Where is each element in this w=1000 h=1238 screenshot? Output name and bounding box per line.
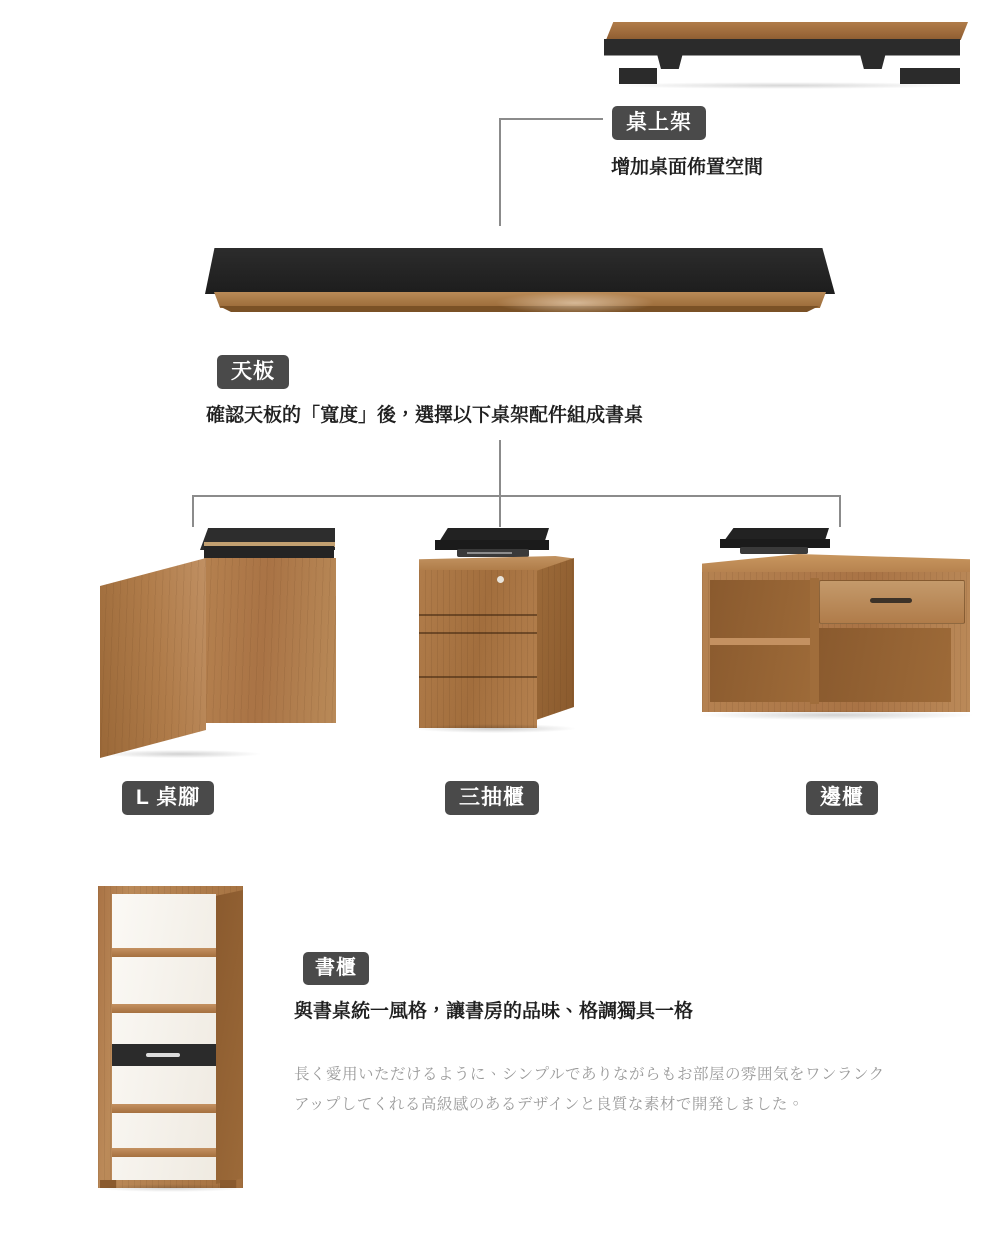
- side-cabinet-open-shelf-right: [819, 628, 951, 702]
- board-label-chip: 天板: [217, 355, 289, 389]
- drawer-seam-3: [419, 676, 537, 678]
- l-leg-label-chip-wrap: [122, 781, 214, 815]
- side-cabinet-shelf-board: [710, 638, 810, 645]
- shelf-caption: 增加桌面佈置空間: [611, 157, 764, 178]
- bookshelf-shelf-4: [112, 1148, 216, 1157]
- board-caption: 確認天板的「寬度」後，選擇以下桌架配件組成書桌: [206, 405, 644, 426]
- bookshelf-shelf-2: [112, 1004, 216, 1013]
- board-top-surface: [205, 248, 835, 294]
- bookshelf-label-chip-wrap: [303, 952, 369, 985]
- bookshelf-back-panel: [112, 894, 216, 1180]
- bookshelf-shelf-1: [112, 948, 216, 957]
- desk-top-board-illustration: [205, 248, 835, 320]
- bookshelf-drawer-band: [112, 1044, 216, 1066]
- bookshelf-illustration: [98, 886, 243, 1188]
- connector-shelf-horizontal: [499, 118, 603, 120]
- drawer-cabinet-shadow: [415, 724, 575, 733]
- drawer-seam-1: [419, 614, 537, 616]
- l-leg-right-grain: [204, 558, 336, 723]
- l-leg-right-panel: [204, 558, 336, 723]
- drawers-label-chip-wrap: [445, 781, 539, 815]
- connector-tree-stem: [499, 440, 501, 496]
- side-cabinet-bracket: [740, 547, 808, 554]
- drawer-lock-icon: [497, 576, 504, 583]
- l-leg-left-panel: [100, 558, 206, 758]
- desk-top-shelf-illustration: [600, 22, 968, 90]
- l-leg-label-chip: L 桌腳: [122, 781, 214, 815]
- side-cabinet-illustration: [700, 528, 972, 733]
- shelf-top-surface: [606, 22, 968, 40]
- shelf-shadow: [610, 82, 960, 89]
- board-label-chip-wrap: [217, 355, 289, 389]
- bookshelf-caption: 與書桌統一風格，讓書房的品味、格調獨具一格: [294, 1001, 694, 1022]
- shelf-label-chip: 桌上架: [612, 106, 706, 140]
- board-highlight: [495, 292, 655, 314]
- connector-shelf-vertical: [499, 118, 501, 226]
- bookshelf-label-chip: 書櫃: [303, 952, 369, 985]
- connector-tree-branch-center: [499, 495, 501, 527]
- shelf-body: [604, 39, 960, 69]
- drawer-cabinet-front-grain: [419, 570, 537, 728]
- connector-tree-bar: [192, 495, 840, 497]
- side-cabinet-drawer-handle: [870, 598, 912, 603]
- bookshelf-shelf-3: [112, 1104, 216, 1113]
- l-leg-illustration: [100, 528, 260, 743]
- drawer-cabinet-bracket: [457, 549, 529, 557]
- bookshelf-body-text: 長く愛用いただけるように、シンプルでありながらもお部屋の雰囲気をワンランクアップしてくれる高級感のあるデザインと良質な素材で開発しました。: [294, 1066, 885, 1114]
- sidecab-label-chip-wrap: [806, 781, 878, 815]
- shelf-label-chip-wrap: [612, 106, 706, 140]
- drawer-cabinet-side-panel: [536, 558, 574, 720]
- drawer-seam-2: [419, 632, 537, 634]
- l-leg-left-grain: [100, 558, 206, 758]
- bookshelf-side-panel: [216, 890, 243, 1184]
- bookshelf-shadow: [98, 1184, 243, 1192]
- side-cabinet-shadow: [700, 710, 972, 720]
- drawer-cabinet-front: [419, 570, 537, 728]
- side-cabinet-divider: [810, 578, 819, 704]
- sidecab-label-chip: 邊櫃: [806, 781, 878, 815]
- three-drawer-cabinet-illustration: [415, 528, 575, 728]
- drawer-cabinet-side-grain: [536, 558, 574, 720]
- connector-tree-branch-right: [839, 495, 841, 527]
- connector-tree-branch-left: [192, 495, 194, 527]
- l-leg-shadow: [100, 750, 260, 758]
- drawers-label-chip: 三抽櫃: [445, 781, 539, 815]
